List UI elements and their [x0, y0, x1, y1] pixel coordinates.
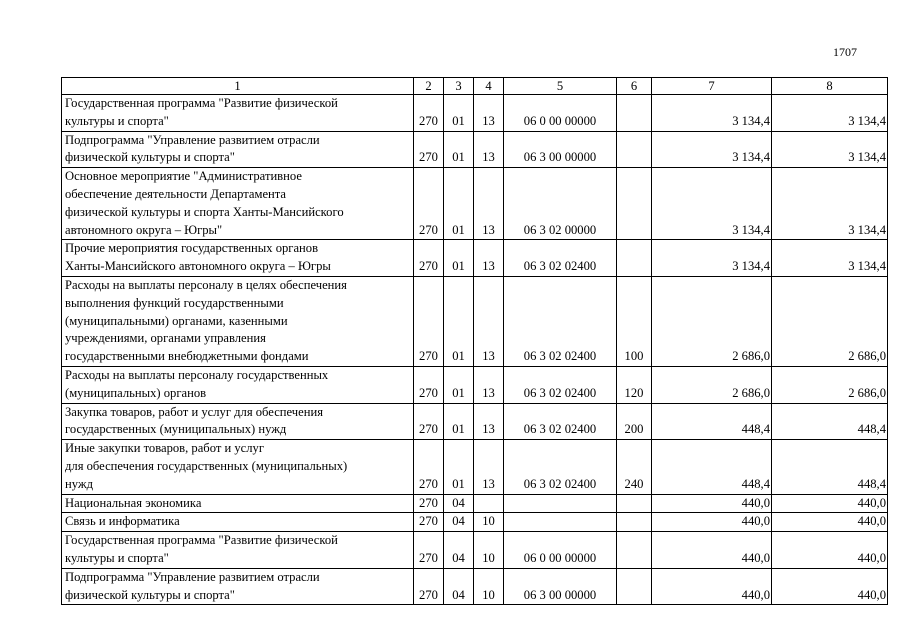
row-name-cell: Подпрограмма "Управление развитием отрасли физической культуры и спорта"	[62, 131, 414, 168]
target-article-cell: 06 3 00 00000	[504, 568, 617, 605]
row-name-cell: Связь и информатика	[62, 513, 414, 532]
amount-cell: 2 686,0	[772, 276, 888, 366]
amount-cell: 448,4	[652, 403, 772, 440]
row-name-cell: Подпрограмма "Управление развитием отрасли физической культуры и спорта"	[62, 568, 414, 605]
row-name-cell: Иные закупки товаров, работ и услуг для обеспечения государственных (муниципальных) нужд	[62, 440, 414, 494]
column-header: 7	[652, 78, 772, 95]
budget-table	[61, 77, 888, 605]
amount-cell: 440,0	[772, 568, 888, 605]
amount-cell: 3 134,4	[652, 131, 772, 168]
table-row	[62, 403, 888, 440]
column-header: 5	[504, 78, 617, 95]
row-name-cell: Основное мероприятие "Административное обеспечение деятельности Департамента физической культуры и спорта Ханты-Мансийского автономного округа – Югры"	[62, 168, 414, 240]
amount-cell: 440,0	[772, 513, 888, 532]
amount-cell: 440,0	[652, 494, 772, 513]
page-number: 1707	[833, 45, 857, 59]
expense-type-cell: 200	[617, 403, 652, 440]
expense-type-cell: 240	[617, 440, 652, 494]
table-row	[62, 440, 888, 494]
table-row	[62, 532, 888, 569]
subsection-cell: 10	[474, 568, 504, 605]
section-cell: 01	[444, 440, 474, 494]
table-row	[62, 494, 888, 513]
column-header: 2	[414, 78, 444, 95]
section-cell: 04	[444, 513, 474, 532]
code-cell: 270	[414, 440, 444, 494]
amount-cell: 440,0	[652, 513, 772, 532]
row-name-cell: Государственная программа "Развитие физической культуры и спорта"	[62, 532, 414, 569]
table-header-row	[62, 78, 888, 95]
target-article-cell: 06 3 02 02400	[504, 440, 617, 494]
amount-cell: 3 134,4	[772, 131, 888, 168]
column-header: 8	[772, 78, 888, 95]
section-cell: 01	[444, 168, 474, 240]
code-cell: 270	[414, 494, 444, 513]
target-article-cell: 06 3 02 02400	[504, 240, 617, 277]
subsection-cell: 13	[474, 95, 504, 132]
column-header: 3	[444, 78, 474, 95]
subsection-cell	[474, 494, 504, 513]
expense-type-cell	[617, 95, 652, 132]
row-name-cell: Расходы на выплаты персоналу в целях обеспечения выполнения функций государственными (муниципальными) органами, казенными учреждениями, органами управления государственными внебюджетными фондами	[62, 276, 414, 366]
amount-cell: 448,4	[652, 440, 772, 494]
row-name-cell: Закупка товаров, работ и услуг для обеспечения государственных (муниципальных) нужд	[62, 403, 414, 440]
amount-cell: 3 134,4	[772, 240, 888, 277]
section-cell: 01	[444, 403, 474, 440]
expense-type-cell: 120	[617, 366, 652, 403]
section-cell: 04	[444, 532, 474, 569]
column-header: 6	[617, 78, 652, 95]
column-header: 1	[62, 78, 414, 95]
section-cell: 01	[444, 366, 474, 403]
code-cell: 270	[414, 276, 444, 366]
target-article-cell: 06 3 00 00000	[504, 131, 617, 168]
code-cell: 270	[414, 168, 444, 240]
subsection-cell: 10	[474, 532, 504, 569]
table-row	[62, 276, 888, 366]
column-header: 4	[474, 78, 504, 95]
section-cell: 04	[444, 568, 474, 605]
row-name-cell: Национальная экономика	[62, 494, 414, 513]
target-article-cell: 06 3 02 02400	[504, 366, 617, 403]
table-row	[62, 168, 888, 240]
table-row	[62, 568, 888, 605]
code-cell: 270	[414, 568, 444, 605]
section-cell: 01	[444, 276, 474, 366]
code-cell: 270	[414, 513, 444, 532]
amount-cell: 3 134,4	[652, 95, 772, 132]
row-name-cell: Расходы на выплаты персоналу государственных (муниципальных) органов	[62, 366, 414, 403]
amount-cell: 3 134,4	[772, 168, 888, 240]
amount-cell: 448,4	[772, 403, 888, 440]
subsection-cell: 13	[474, 440, 504, 494]
target-article-cell: 06 3 02 02400	[504, 276, 617, 366]
amount-cell: 3 134,4	[652, 168, 772, 240]
section-cell: 01	[444, 240, 474, 277]
expense-type-cell: 100	[617, 276, 652, 366]
expense-type-cell	[617, 494, 652, 513]
code-cell: 270	[414, 95, 444, 132]
table-row	[62, 240, 888, 277]
amount-cell: 448,4	[772, 440, 888, 494]
amount-cell: 3 134,4	[652, 240, 772, 277]
code-cell: 270	[414, 240, 444, 277]
code-cell: 270	[414, 403, 444, 440]
row-name-cell: Государственная программа "Развитие физической культуры и спорта"	[62, 95, 414, 132]
target-article-cell: 06 3 02 00000	[504, 168, 617, 240]
section-cell: 01	[444, 95, 474, 132]
expense-type-cell	[617, 513, 652, 532]
table-row	[62, 513, 888, 532]
target-article-cell: 06 3 02 02400	[504, 403, 617, 440]
table-row	[62, 366, 888, 403]
amount-cell: 440,0	[772, 532, 888, 569]
section-cell: 01	[444, 131, 474, 168]
code-cell: 270	[414, 131, 444, 168]
target-article-cell	[504, 513, 617, 532]
expense-type-cell	[617, 240, 652, 277]
amount-cell: 440,0	[772, 494, 888, 513]
code-cell: 270	[414, 366, 444, 403]
amount-cell: 3 134,4	[772, 95, 888, 132]
subsection-cell: 13	[474, 366, 504, 403]
subsection-cell: 13	[474, 403, 504, 440]
expense-type-cell	[617, 532, 652, 569]
amount-cell: 2 686,0	[772, 366, 888, 403]
section-cell: 04	[444, 494, 474, 513]
target-article-cell	[504, 494, 617, 513]
code-cell: 270	[414, 532, 444, 569]
table-row	[62, 131, 888, 168]
table-row	[62, 95, 888, 132]
subsection-cell: 10	[474, 513, 504, 532]
subsection-cell: 13	[474, 168, 504, 240]
subsection-cell: 13	[474, 276, 504, 366]
expense-type-cell	[617, 168, 652, 240]
amount-cell: 2 686,0	[652, 366, 772, 403]
subsection-cell: 13	[474, 131, 504, 168]
target-article-cell: 06 0 00 00000	[504, 95, 617, 132]
row-name-cell: Прочие мероприятия государственных органов Ханты-Мансийского автономного округа – Югры	[62, 240, 414, 277]
subsection-cell: 13	[474, 240, 504, 277]
expense-type-cell	[617, 131, 652, 168]
amount-cell: 440,0	[652, 568, 772, 605]
amount-cell: 440,0	[652, 532, 772, 569]
amount-cell: 2 686,0	[652, 276, 772, 366]
expense-type-cell	[617, 568, 652, 605]
target-article-cell: 06 0 00 00000	[504, 532, 617, 569]
